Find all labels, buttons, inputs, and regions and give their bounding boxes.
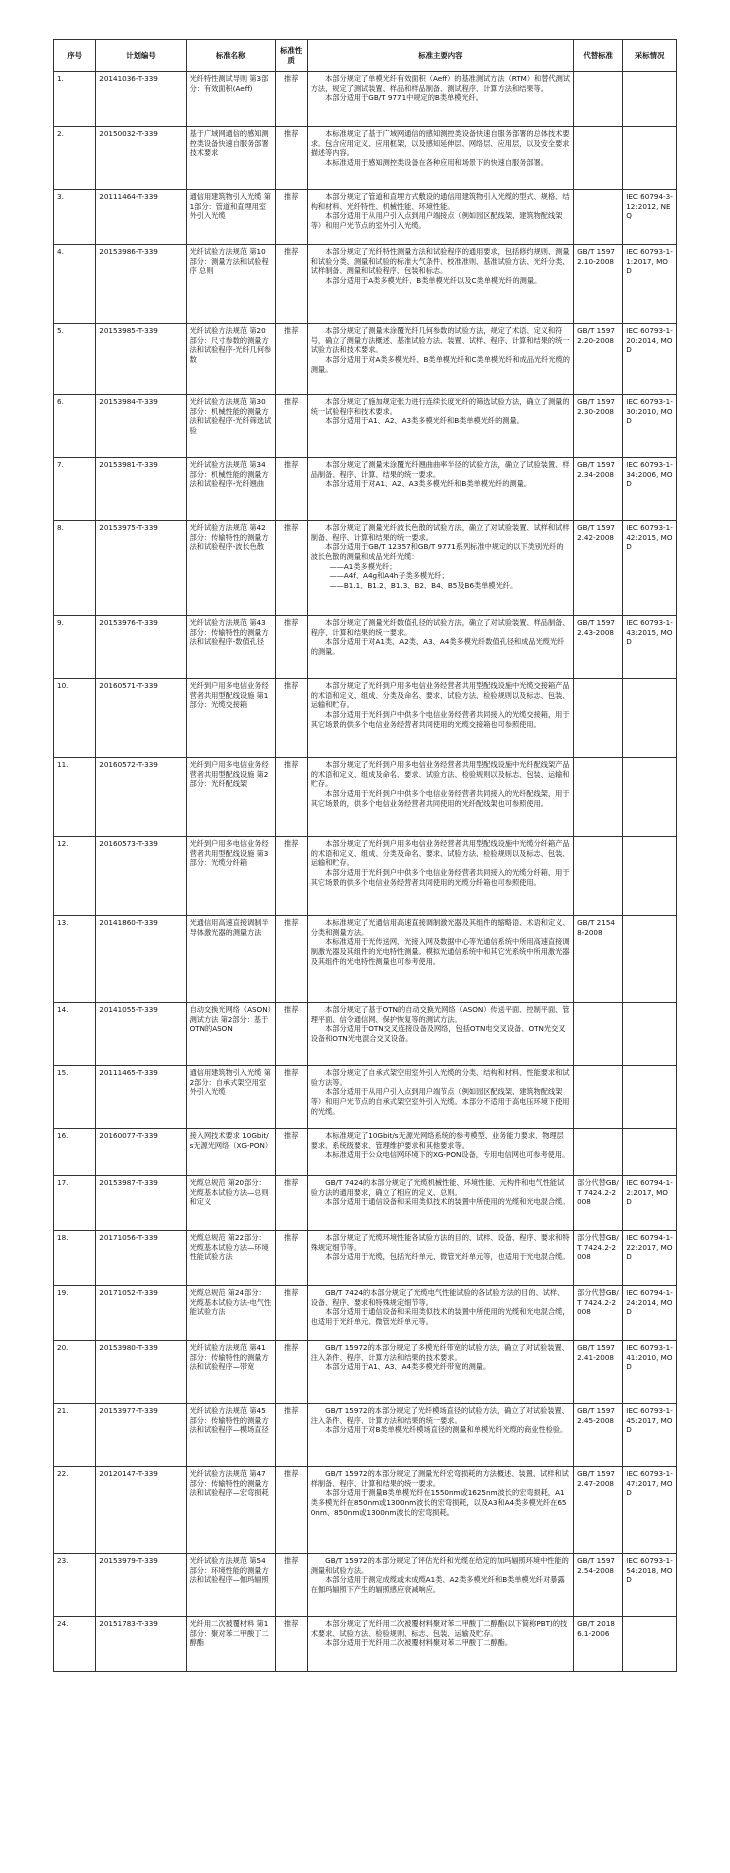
content-paragraph: GB/T 7424的本部分规定了光缆机械性能、环境性能、元构件和电气性能试验方法的通用要求，确立了相应的定义、总则。 xyxy=(310,1178,565,1197)
content-paragraph: 本部分适用于从用户引入点到用户端节点（例如园区配线架、建筑物配线架等）和用户光节点的自承式架空室外引入光缆。本部分不适用于高电压环境下使用的光缆。 xyxy=(310,1087,570,1116)
cell-standard-type: 推荐 xyxy=(275,1617,307,1672)
cell-no: 15. xyxy=(54,1066,96,1129)
cell-no: 9. xyxy=(54,616,96,679)
cell-standard-name: 通信用建筑物引入光缆 第1部分：管道和直埋用室外引入光缆 xyxy=(186,190,275,245)
cell-adoption: IEC 60794-1-22:2017, MOD xyxy=(623,1231,677,1286)
content-paragraph: 本部分适用于光纤到户中供多个电信业务经营者共同接入的光缆分纤箱，用于其它场景的供多个电信业务经营者共同使用的光缆分纤箱也可参照使用。 xyxy=(310,867,570,887)
cell-standard-name: 光缆总规范 第20部分：光缆基本试验方法—总则和定义 xyxy=(186,1176,275,1231)
cell-standard-name: 光通信用高速直接调制半导体激光器的测量方法 xyxy=(186,916,275,1003)
content-paragraph: ——A4f、A4g和A4h子类多模光纤； xyxy=(329,571,449,581)
cell-standard-type: 推荐 xyxy=(275,458,307,521)
content-paragraph: 本部分适用于光缆，包括光纤单元、微管光纤单元等，也适用于光电混合缆。 xyxy=(325,1252,570,1262)
cell-plan-number: 20153977-T-339 xyxy=(96,1404,186,1467)
cell-standard-type: 推荐 xyxy=(275,1176,307,1231)
cell-main-content xyxy=(307,190,573,245)
table-row xyxy=(54,521,677,616)
cell-standard-name: 光纤试验方法规范 第41部分：传输特性的测量方法和试验程序—带宽 xyxy=(186,1341,275,1404)
content-paragraph: 本部分适用于光纤用二次被覆材料聚对苯二甲酸丁二醇酯。 xyxy=(325,1638,513,1648)
table-row xyxy=(54,1176,677,1231)
cell-standard-type: 推荐 xyxy=(275,758,307,837)
cell-no: 18. xyxy=(54,1231,96,1286)
cell-replaced-standard xyxy=(574,1003,623,1066)
cell-standard-type: 推荐 xyxy=(275,1404,307,1467)
cell-standard-type: 推荐 xyxy=(275,1129,307,1176)
cell-plan-number: 20153976-T-339 xyxy=(96,616,186,679)
table-row xyxy=(54,1554,677,1617)
cell-main-content xyxy=(307,1554,573,1617)
cell-adoption: IEC 60793-1-30:2010, MOD xyxy=(623,395,677,458)
cell-main-content xyxy=(307,1341,573,1404)
table-row xyxy=(54,1617,677,1672)
cell-replaced-standard: 部分代替GB/T 7424.2-2008 xyxy=(574,1286,623,1341)
table-body xyxy=(54,72,677,1672)
cell-adoption xyxy=(623,1003,677,1066)
cell-plan-number: 20160572-T-339 xyxy=(96,758,186,837)
cell-replaced-standard: GB/T 20186.1-2006 xyxy=(574,1617,623,1672)
cell-replaced-standard: GB/T 15972.20-2008 xyxy=(574,324,623,395)
cell-replaced-standard: GB/T 15972.30-2008 xyxy=(574,395,623,458)
cell-standard-name: 光纤试验方法规范 第20部分：尺寸参数的测量方法和试验程序-光纤几何参数 xyxy=(186,324,275,395)
table-row xyxy=(54,616,677,679)
cell-standard-type: 推荐 xyxy=(275,127,307,190)
content-paragraph: 本部分适用于A1、A2、A3类多模光纤和B类单模光纤的测量。 xyxy=(325,416,524,426)
content-paragraph: 本部分规定了光纤到户用多电信业务经营者共用型配线设施中光纤配线架产品的术语和定义、组成及命名、要求、试验方法、检验规则以及标志、包装、运输和贮存。 xyxy=(310,760,570,789)
cell-replaced-standard: GB/T 15972.45-2008 xyxy=(574,1404,623,1467)
content-paragraph: 本部分适用于光纤到户中供多个电信业务经营者共同接入的光缆交接箱，用于其它场景的供多个电信业务经营者共同使用的光缆交接箱也可参照使用。 xyxy=(310,709,570,729)
cell-plan-number: 20150032-T-339 xyxy=(96,127,186,190)
cell-main-content xyxy=(307,616,573,679)
cell-standard-type: 推荐 xyxy=(275,1066,307,1129)
header-no: 序号 xyxy=(54,40,96,72)
cell-main-content xyxy=(307,1286,573,1341)
header-replaced-standard: 代替标准 xyxy=(574,40,623,72)
cell-standard-type: 推荐 xyxy=(275,395,307,458)
cell-adoption: IEC 60793-1-34:2006, MOD xyxy=(623,458,677,521)
cell-adoption: IEC 60793-1-41:2010, MOD xyxy=(623,1341,677,1404)
cell-main-content xyxy=(307,521,573,616)
cell-no: 23. xyxy=(54,1554,96,1617)
table-row xyxy=(54,679,677,758)
table-row xyxy=(54,1231,677,1286)
cell-standard-name: 光纤试验方法规范 第10部分：测量方法和试验程序 总则 xyxy=(186,245,275,324)
cell-standard-name: 光纤到户用多电信业务经营者共用型配线设施 第2部分：光纤配线架 xyxy=(186,758,275,837)
content-paragraph: GB/T 15972的本部分规定了多模光纤带宽的试验方法，确立了对试验装置、注入条件、程序、计算方法和结果的技术要求。 xyxy=(310,1343,569,1362)
cell-standard-name: 光缆总规范 第22部分：光缆基本试验方法—环境性能试验方法 xyxy=(186,1231,275,1286)
content-paragraph: 本标准适用于公众电信网环境下的XG-PON设备，专用电信网也可参考使用。 xyxy=(325,1150,570,1160)
cell-main-content xyxy=(307,1066,573,1129)
cell-plan-number: 20120147-T-339 xyxy=(96,1467,186,1554)
cell-standard-name: 自动交换光网络（ASON）测试方法 第2部分：基于OTN的ASON xyxy=(186,1003,275,1066)
cell-standard-type: 推荐 xyxy=(275,1554,307,1617)
content-paragraph: 本标准规定了光通信用高速直接调制激光器及其组件的缩略语、术语和定义、分类和测量方法。 xyxy=(310,918,570,937)
cell-standard-type: 推荐 xyxy=(275,916,307,1003)
table-header-row xyxy=(54,40,677,72)
cell-no: 12. xyxy=(54,837,96,916)
header-standard-type: 标准性质 xyxy=(275,40,307,72)
table-row xyxy=(54,1129,677,1176)
cell-adoption: IEC 60793-1-54:2018, MOD xyxy=(623,1554,677,1617)
cell-replaced-standard: 部分代替GB/T 7424.2-2008 xyxy=(574,1231,623,1286)
cell-standard-type: 推荐 xyxy=(275,521,307,616)
cell-no: 8. xyxy=(54,521,96,616)
content-paragraph: 本部分适用于GB/T 9771中规定的B类单模光纤。 xyxy=(325,93,483,103)
cell-standard-name: 基于广域网通信的感知测控类设备快速自服务部署技术要求 xyxy=(186,127,275,190)
cell-replaced-standard: GB/T 15972.10-2008 xyxy=(574,245,623,324)
content-paragraph: GB/T 7424的本部分规定了光缆电气性能试验的各试验方法的目的、试样、设备、程序、要求和特殊规定细节等。 xyxy=(310,1288,565,1307)
cell-adoption xyxy=(623,1129,677,1176)
cell-standard-name: 光纤到户用多电信业务经营者共用型配线设施 第1部分：光缆交接箱 xyxy=(186,679,275,758)
table-row xyxy=(54,1341,677,1404)
cell-replaced-standard xyxy=(574,1129,623,1176)
table-row xyxy=(54,190,677,245)
cell-standard-name: 光纤试验方法规范 第45部分：传输特性的测量方法和试验程序—模场直径 xyxy=(186,1404,275,1467)
header-plan-number: 计划编号 xyxy=(96,40,186,72)
cell-main-content xyxy=(307,1617,573,1672)
content-paragraph: 本部分规定了基于OTN的自动交换光网络（ASON）传送平面、控制平面、管理平面、信令通信网、保护恢复等的测试方法。 xyxy=(310,1005,570,1024)
cell-no: 2. xyxy=(54,127,96,190)
cell-standard-type: 推荐 xyxy=(275,190,307,245)
cell-main-content xyxy=(307,1176,573,1231)
cell-standard-type: 推荐 xyxy=(275,245,307,324)
cell-plan-number: 20153980-T-339 xyxy=(96,1341,186,1404)
cell-standard-type: 推荐 xyxy=(275,1231,307,1286)
cell-standard-name: 光缆总规范 第24部分：光缆基本试验方法-电气性能试验方法 xyxy=(186,1286,275,1341)
cell-adoption xyxy=(623,916,677,1003)
cell-standard-name: 光纤试验方法规范 第30部分：机械性能的测量方法和试验程序-光纤筛选试验 xyxy=(186,395,275,458)
content-paragraph: 本部分规定了施加规定张力进行连续长度光纤的筛选试验方法，确立了测量的统一试验程序和技术要求。 xyxy=(310,397,570,416)
cell-no: 19. xyxy=(54,1286,96,1341)
content-paragraph: 本部分适用于对A1类、A2类、A3、A4类多模光纤数值孔径和成品光缆光纤的测量。 xyxy=(310,637,565,656)
content-paragraph: 本部分规定了光纤到户用多电信业务经营者共用型配线设施中光缆分纤箱产品的术语和定义、组成、分类及命名、要求、试验方法、检验规则以及标志、包装、运输和贮存。 xyxy=(310,839,570,868)
cell-standard-name: 光纤特性测试导则 第3部分：有效面积(Aeff) xyxy=(186,72,275,127)
content-paragraph: 本部分适用于对B类单模光纤模场直径的测量和单模光纤光缆的商业性检验。 xyxy=(325,1425,568,1435)
cell-adoption: IEC 60793-1-45:2017, MOD xyxy=(623,1404,677,1467)
content-paragraph: GB/T 15972的本部分规定了评估光纤和光缆在给定的加玛辐照环境中性能的测量和试验方法。 xyxy=(310,1556,569,1575)
content-paragraph: 本部分规定了光纤到户用多电信业务经营者共用型配线设施中光缆交接箱产品的术语和定义、组成、分类及命名、要求、试验方法、检验规则以及标志、包装、运输和贮存。 xyxy=(310,681,570,710)
table-row xyxy=(54,1404,677,1467)
cell-standard-type: 推荐 xyxy=(275,1341,307,1404)
cell-no: 20. xyxy=(54,1341,96,1404)
cell-plan-number: 20153975-T-339 xyxy=(96,521,186,616)
cell-plan-number: 20171052-T-339 xyxy=(96,1286,186,1341)
cell-adoption xyxy=(623,127,677,190)
header-standard-name: 标准名称 xyxy=(186,40,275,72)
content-paragraph: 本标准适用于感知测控类设备在各种应用和场景下的快速自服务部署。 xyxy=(325,157,548,167)
cell-plan-number: 20111465-T-339 xyxy=(96,1066,186,1129)
content-paragraph: 本部分适用于从用户引入点到用户端接点（例如园区配线架、建筑物配线架等）和用户光节点的室外引入光缆。 xyxy=(310,211,563,230)
cell-replaced-standard: GB/T 15972.42-2008 xyxy=(574,521,623,616)
cell-standard-name: 通信用建筑物引入光缆 第2部分：自承式架空用室外引入光缆 xyxy=(186,1066,275,1129)
content-paragraph: GB/T 15972的本部分规定了测量光纤宏弯损耗的方法概述、装置、试样和试样制备、程序、计算和结果的统一要求。 xyxy=(310,1469,569,1488)
cell-adoption: IEC 60793-1-42:2015, MOD xyxy=(623,521,677,616)
cell-no: 1. xyxy=(54,72,96,127)
cell-replaced-standard: 部分代替GB/T 7424.2-2008 xyxy=(574,1176,623,1231)
cell-replaced-standard xyxy=(574,190,623,245)
cell-replaced-standard: GB/T 15972.41-2008 xyxy=(574,1341,623,1404)
table-row xyxy=(54,127,677,190)
content-paragraph: 本部分规定了光缆环境性能各试验方法的目的、试样、设备、程序、要求和特殊规定细节等。 xyxy=(310,1233,570,1252)
cell-main-content xyxy=(307,1231,573,1286)
cell-standard-type: 推荐 xyxy=(275,1467,307,1554)
content-paragraph: 本部分适用于A1、A3、A4类多模光纤带宽的测量。 xyxy=(325,1362,491,1372)
table-row xyxy=(54,916,677,1003)
cell-no: 3. xyxy=(54,190,96,245)
content-paragraph: 本标准规定了10Gbit/s无源光网络系统的参考模型、业务能力要求、物理层要求、系统级要求、管理维护要求和其他要求等。 xyxy=(310,1131,564,1150)
cell-replaced-standard: GB/T 15972.34-2008 xyxy=(574,458,623,521)
content-paragraph: 本部分适用于OTN交叉连接设备及网络，包括OTN电交叉设备、OTN光交叉设备和OTN光电混合交叉设备。 xyxy=(310,1024,566,1043)
cell-no: 11. xyxy=(54,758,96,837)
cell-standard-type: 推荐 xyxy=(275,324,307,395)
cell-plan-number: 20111464-T-339 xyxy=(96,190,186,245)
table-row xyxy=(54,395,677,458)
cell-main-content xyxy=(307,1003,573,1066)
cell-standard-type: 推荐 xyxy=(275,1286,307,1341)
cell-adoption: IEC 60794-1-24:2014, MOD xyxy=(623,1286,677,1341)
content-paragraph: 本部分规定了光纤用二次被覆材料聚对苯二甲酸丁二醇酯(以下简称PBT)的技术要求、试验方法、检验规则、标志、包装、运输及贮存。 xyxy=(310,1619,568,1638)
table-row xyxy=(54,458,677,521)
table-row xyxy=(54,837,677,916)
cell-standard-name: 光纤试验方法规范 第54部分：环境性能的测量方法和试验程序—伽玛辐照 xyxy=(186,1554,275,1617)
table-row xyxy=(54,245,677,324)
cell-replaced-standard: GB/T 15972.43-2008 xyxy=(574,616,623,679)
cell-adoption xyxy=(623,758,677,837)
cell-replaced-standard xyxy=(574,1066,623,1129)
content-paragraph: 本标准适用于光传送网、光接入网及数据中心等光通信系统中所用高速直接调制激光器及其组件的光电特性测量。模拟光通信系统中和其它光系统中所用激光器及其组件的光电特性测量也可参考使用。 xyxy=(310,937,570,966)
header-main-content: 标准主要内容 xyxy=(307,40,573,72)
cell-standard-name: 光纤试验方法规范 第34部分：机械性能的测量方法和试验程序-光纤翘曲 xyxy=(186,458,275,521)
cell-plan-number: 20141036-T-339 xyxy=(96,72,186,127)
cell-replaced-standard xyxy=(574,679,623,758)
cell-replaced-standard: GB/T 15972.54-2008 xyxy=(574,1554,623,1617)
cell-adoption: IEC 60794-3-12:2012, NEQ xyxy=(623,190,677,245)
cell-main-content xyxy=(307,1129,573,1176)
cell-plan-number: 20141860-T-339 xyxy=(96,916,186,1003)
cell-replaced-standard xyxy=(574,758,623,837)
cell-plan-number: 20153979-T-339 xyxy=(96,1554,186,1617)
content-paragraph: 本部分适用于测定成缆或未成缆A1类、A2类多模光纤和B类单模光纤对暴露在伽玛辐照下产生的辐照感应衰减响应。 xyxy=(310,1575,565,1594)
cell-no: 16. xyxy=(54,1129,96,1176)
content-paragraph: 本部分适用于GB/T 12357和GB/T 9771系列标准中规定的以下类别光纤的波长色散的测量和成品光纤光缆： xyxy=(310,542,564,561)
cell-standard-name: 光纤试验方法规范 第43部分：传输特性的测量方法和试验程序-数值孔径 xyxy=(186,616,275,679)
cell-replaced-standard xyxy=(574,72,623,127)
cell-replaced-standard: GB/T 21548-2008 xyxy=(574,916,623,1003)
cell-standard-name: 接入网技术要求 10Gbit/s无源光网络（XG-PON） xyxy=(186,1129,275,1176)
cell-main-content xyxy=(307,1404,573,1467)
cell-standard-type: 推荐 xyxy=(275,837,307,916)
cell-no: 13. xyxy=(54,916,96,1003)
cell-standard-type: 推荐 xyxy=(275,616,307,679)
cell-no: 4. xyxy=(54,245,96,324)
cell-plan-number: 20141055-T-339 xyxy=(96,1003,186,1066)
content-paragraph: 本部分规定了测量光纤波长色散的试验方法，确立了对试验装置、试样和试样制备、程序、计算和结果的统一要求。 xyxy=(310,523,570,542)
cell-adoption: IEC 60794-1-2:2017, MOD xyxy=(623,1176,677,1231)
cell-adoption: IEC 60793-1-43:2015, MOD xyxy=(623,616,677,679)
cell-plan-number: 20160077-T-339 xyxy=(96,1129,186,1176)
cell-no: 6. xyxy=(54,395,96,458)
cell-adoption xyxy=(623,837,677,916)
header-adoption: 采标情况 xyxy=(623,40,677,72)
content-paragraph: 本部分规定了测量未涂覆光纤翘曲曲率半径的试验方法，确立了试验装置、样品制备、程序、计算、结果的统一要求。 xyxy=(310,460,570,479)
cell-plan-number: 20153981-T-339 xyxy=(96,458,186,521)
standards-table xyxy=(53,39,677,1672)
cell-main-content xyxy=(307,1467,573,1554)
cell-no: 21. xyxy=(54,1404,96,1467)
cell-standard-type: 推荐 xyxy=(275,679,307,758)
cell-adoption xyxy=(623,1066,677,1129)
cell-no: 14. xyxy=(54,1003,96,1066)
content-paragraph: ——B1.1、B1.2、B1.3、B2、B4、B5及B6类单模光纤。 xyxy=(329,580,518,590)
cell-standard-name: 光纤试验方法规范 第42部分：传输特性的测量方法和试验程序-波长色散 xyxy=(186,521,275,616)
content-paragraph: 本部分适用于对A1、A2、A3类多模光纤和B类单模光纤的测量。 xyxy=(325,479,532,489)
cell-standard-name: 光纤试验方法规范 第47部分：传输特性的测量方法和试验程序—宏弯损耗 xyxy=(186,1467,275,1554)
cell-adoption xyxy=(623,679,677,758)
content-paragraph: 本部分适用于测量B类单模光纤在1550nm或1625nm波长的宏弯损耗，A1类多模光纤在850nm或1300nm波长的宏弯损耗，以及A3和A4类多模光纤在650nm、850nm或1300nm波长的宏弯损耗。 xyxy=(310,1488,567,1517)
cell-replaced-standard: GB/T 15972.47-2008 xyxy=(574,1467,623,1554)
cell-standard-type: 推荐 xyxy=(275,1003,307,1066)
cell-no: 17. xyxy=(54,1176,96,1231)
content-paragraph: 本部分适用于光纤到户中供多个电信业务经营者共同接入的光纤配线架，用于其它场景的，供多个电信业务经营者共同使用的光纤配线架也可参照使用。 xyxy=(310,788,570,808)
cell-plan-number: 20153986-T-339 xyxy=(96,245,186,324)
content-paragraph: 本部分规定了单模光纤有效面积（Aeff）的基准测试方法（RTM）和替代测试方法，规定了测试装置、样品和样品制备、测试程序、计算方法和结果等。 xyxy=(310,74,570,93)
cell-adoption: IEC 60793-1-47:2017, MOD xyxy=(623,1467,677,1554)
cell-adoption xyxy=(623,72,677,127)
content-paragraph: 本部分适用于A类多模光纤、B类单模光纤以及C类单模光纤的测量。 xyxy=(325,275,542,285)
cell-main-content xyxy=(307,395,573,458)
content-paragraph: 本部分适用于通信设备和采用类似技术的装置中所使用的光缆和光电混合缆。 xyxy=(325,1197,570,1207)
content-paragraph: 本部分规定了测量光纤数值孔径的试验方法，确立了对试验装置、样品制备、程序、计算和结果的统一要求。 xyxy=(310,618,570,637)
cell-no: 10. xyxy=(54,679,96,758)
content-paragraph: GB/T 15972的本部分规定了光纤模场直径的试验方法，确立了对试验装置、注入条件、程序、计算方法和结果的统一要求。 xyxy=(310,1406,569,1425)
cell-no: 7. xyxy=(54,458,96,521)
cell-replaced-standard xyxy=(574,837,623,916)
cell-main-content xyxy=(307,758,573,837)
cell-plan-number: 20153987-T-339 xyxy=(96,1176,186,1231)
cell-main-content xyxy=(307,679,573,758)
table-row xyxy=(54,1467,677,1554)
cell-adoption: IEC 60793-1-1:2017, MOD xyxy=(623,245,677,324)
cell-main-content xyxy=(307,72,573,127)
cell-main-content xyxy=(307,916,573,1003)
content-paragraph: 本部分规定了自承式架空用室外引入光缆的分类、结构和材料、性能要求和试验方法等。 xyxy=(310,1068,570,1087)
cell-standard-name: 光纤到户用多电信业务经营者共用型配线设施 第3部分：光缆分纤箱 xyxy=(186,837,275,916)
cell-main-content xyxy=(307,127,573,190)
cell-plan-number: 20171056-T-339 xyxy=(96,1231,186,1286)
cell-main-content xyxy=(307,837,573,916)
cell-plan-number: 20153985-T-339 xyxy=(96,324,186,395)
content-paragraph: 本部分适用于通信设备和采用类似技术的装置中所使用的光缆和光电混合缆，也适用于光纤单元、微管光纤单元等。 xyxy=(310,1307,570,1326)
content-paragraph: 本标准规定了基于广域网通信的感知测控类设备快速自服务部署的总体技术要求。包含应用定义、应用框架，以及感知延伸层、网络层、应用层，以及安全要求描述等内容。 xyxy=(310,129,570,158)
cell-no: 5. xyxy=(54,324,96,395)
cell-plan-number: 20160571-T-339 xyxy=(96,679,186,758)
content-paragraph: ——A1类多模光纤； xyxy=(329,561,397,571)
cell-standard-name: 光纤用二次被覆材料 第1部分：聚对苯二甲酸丁二醇酯 xyxy=(186,1617,275,1672)
table-row xyxy=(54,758,677,837)
cell-adoption xyxy=(623,1617,677,1672)
cell-no: 24. xyxy=(54,1617,96,1672)
content-paragraph: 本部分适用于对A类多模光纤、B类单模光纤和C类单模光纤和成品光纤光缆的测量。 xyxy=(310,354,570,374)
cell-main-content xyxy=(307,245,573,324)
cell-adoption: IEC 60793-1-20:2014, MOD xyxy=(623,324,677,395)
cell-main-content xyxy=(307,324,573,395)
cell-plan-number: 20151783-T-339 xyxy=(96,1617,186,1672)
content-paragraph: 本部分规定了测量未涂覆光纤几何参数的试验方法，规定了术语、定义和符号，确立了测量方法概述、基准试验方法、装置、试样、程序、计算和结果的统一试验方法和技术要求。 xyxy=(310,326,570,355)
table-row xyxy=(54,324,677,395)
cell-plan-number: 20153984-T-339 xyxy=(96,395,186,458)
table-row xyxy=(54,1003,677,1066)
table-row xyxy=(54,72,677,127)
cell-replaced-standard xyxy=(574,127,623,190)
table-row xyxy=(54,1066,677,1129)
table-row xyxy=(54,1286,677,1341)
cell-no: 22. xyxy=(54,1467,96,1554)
cell-plan-number: 20160573-T-339 xyxy=(96,837,186,916)
cell-standard-type: 推荐 xyxy=(275,72,307,127)
content-paragraph: 本部分规定了光纤特性测量方法和试验程序的通用要求，包括修约规则、测量和试验分类、测量和试验的标准大气条件、校准准则、基准试验方法、光纤分类、试样制备、测量和试验程序、包装和标志。 xyxy=(310,247,570,276)
content-paragraph: 本部分规定了管道和直埋方式敷设的通信用建筑物引入光缆的型式、规格、结构和材料、光纤特性、机械性能、环境性能。 xyxy=(310,192,570,211)
cell-main-content xyxy=(307,458,573,521)
